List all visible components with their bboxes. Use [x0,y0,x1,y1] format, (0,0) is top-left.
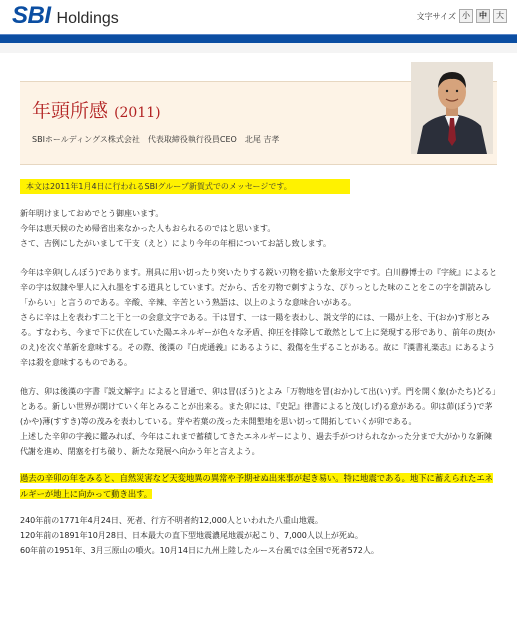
font-size-medium-button[interactable]: 中 [476,9,490,23]
ceo-portrait [411,62,493,154]
header-grey-band [0,43,517,53]
page-title-main: 年頭所感 [32,100,109,122]
message-note: 本文は2011年1月4日に行われるSBIグループ新賀式でのメッセージです。 [20,179,350,194]
sbi-holdings-logo[interactable] [12,2,119,30]
header-blue-bar [0,34,517,43]
font-size-switcher [417,9,507,23]
paragraph-greeting: 新年明けましておめでとう御座います。 今年は恵天候のため帰省出来なかった人もおられるのではと思います。 さて、吉例にしたがいまして干支（えと）により今年の年相についてお話し致します。 [20,209,332,248]
highlight-block [20,471,497,503]
page-title-year: (2011) [114,105,161,121]
main-content [0,81,517,558]
page-title [32,96,161,123]
paragraph-shinbou: 今年は辛卯(しんぼう)であります。刑具に用い切ったり突いたりする鋭い刃物を描いた象形文字です。白川静博士の『字統』によると辛の字は奴隷や罪人に入れ墨をする道具としています。だから、舌を刃物で刺すような、ぴりっとした味のことをこの字を訓読みし「からい」と言うのである。辛酸、辛辣、辛苦という熟語は、以上のような意味合いがある。 さらに辛は上を表わす二と干と一の会意文字である。干は冒す、一は一陽を表わし、説文学的には、一陽が上を、干(おか)す形とみる。すなわち、今まで下に伏在していた陽エネルギーが色々な矛盾、抑圧を排除して敢然として上に発現する形であり、前年の庚(かのえ)を次ぐ革新を意味する。その際、後漢の『白虎通義』にあるように、殺傷を生ずることがある。故に『漢書礼楽志』にあるよう辛は殺を意味するものである。 [20,268,497,367]
top-bar [0,0,517,34]
logo-brand: SBI [12,2,51,29]
font-size-small-button[interactable]: 小 [459,9,473,23]
font-size-label: 文字サイズ [416,11,456,21]
font-size-large-button[interactable]: 大 [493,9,507,23]
logo-suffix: Holdings [56,10,119,27]
title-box [20,81,497,165]
paragraph-bou: 他方、卯は後漢の字書『説文解字』によると冒通で、卯は冒(ぼう)とよみ「万物地を冒(おか)して出(い)ず。門を開く象(かたち)どる」とある。新しい世界が開けていく年とみることが出来る。また卯には、『史記』律書によると茂(しげ)る意がある。卯は茆(ぼう)で茅(かや)薄(すすき)等の茂みを表わしている。芽や若葉の茂った未開墾地を思い切って開拓していくが卯である。 上述した辛卯の字義に鑑みれば、今年はこれまで蓄積してきたエネルギーにより、過去手がつけられなかった分まで大がかりな新陳代謝を進め、閉塞を打ち破り、新たな発展へ向かう年と言えよう。 [20,387,497,456]
highlight-text: 過去の辛卯の年をみると、自然災害など天変地異の異常や予期せぬ出来事が起き易い。特に地震である。地下に蓄えられたエネルギーが地上に向かって動き出す。 [20,473,493,499]
author-line: SBIホールディングス株式会社 代表取締役執行役員CEO 北尾 吉孝 [32,135,280,144]
historical-events: 240年前の1771年4月24日、死者、行方不明者約12,000人といわれた八重山地震。 120年前の1891年10月28日、日本最大の直下型地震濃尾地震が起こり、7,000人以上が死ぬ。 60年前の1951年、3月三原山の噴火。10月14日に九州上陸したルース台風では全国で死者572人。 [20,516,379,555]
